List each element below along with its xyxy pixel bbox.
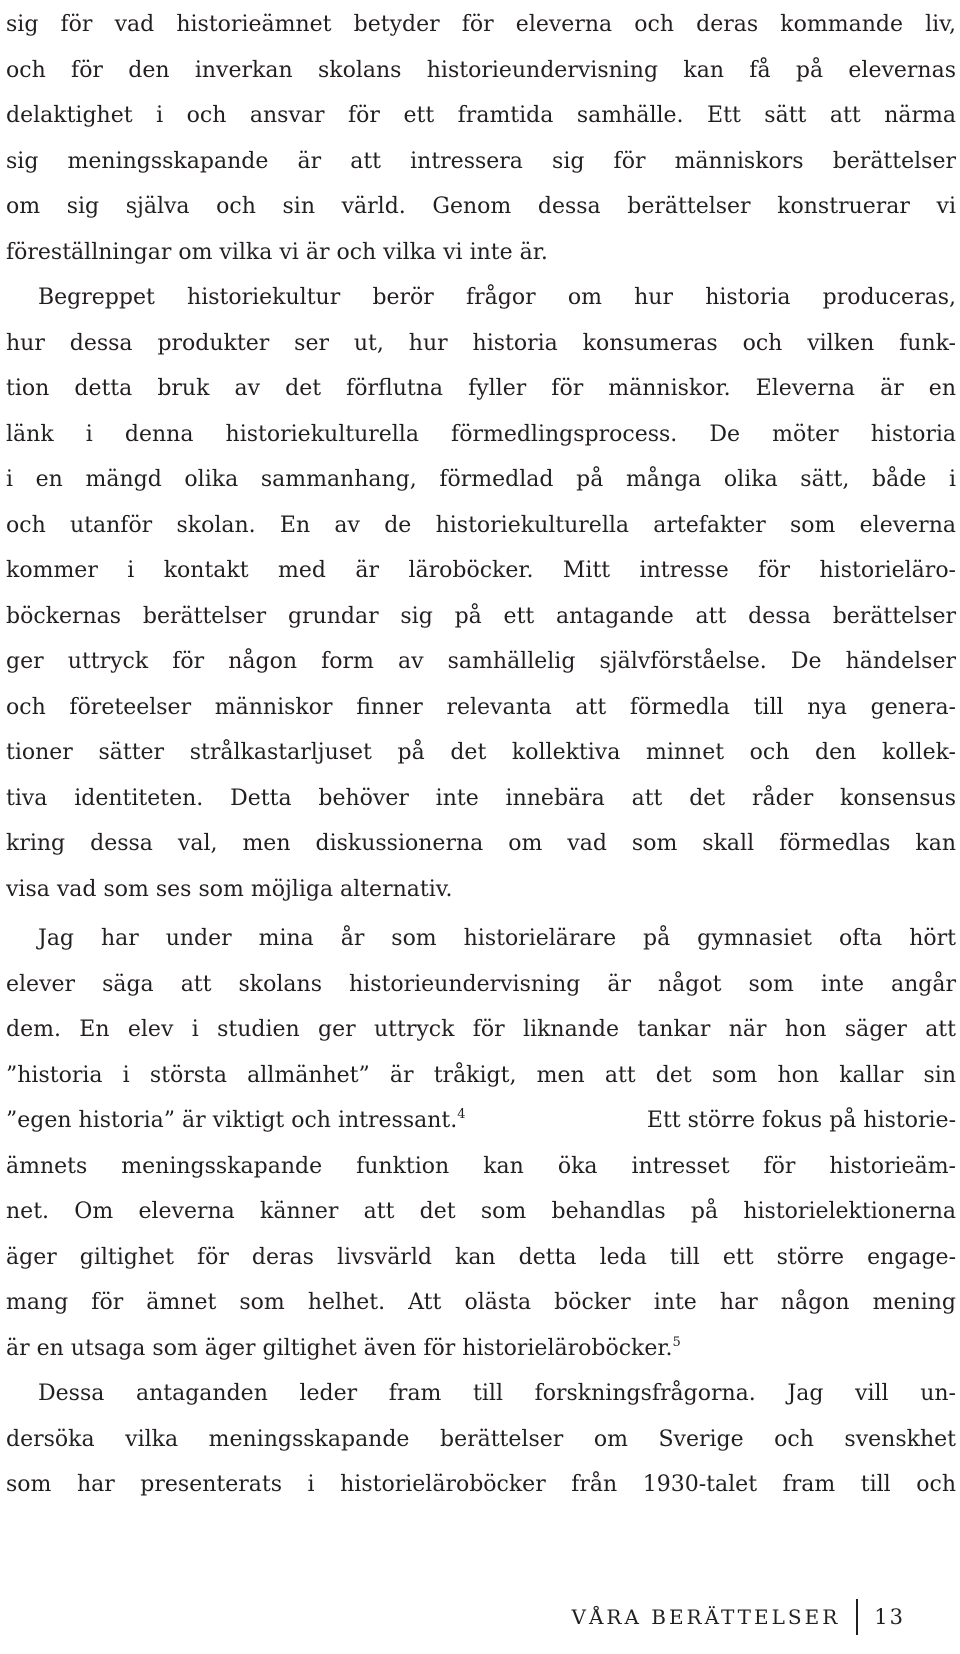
text-line: sig för vad historieämnet betyder för eleverna och deras kommande liv,: [6, 12, 956, 37]
footnote-marker: 4: [457, 1107, 466, 1122]
text-line: och utanför skolan. En av de historiekulturella artefakter som eleverna: [6, 512, 956, 538]
running-title: VÅRA BERÄTTELSER: [571, 1605, 841, 1629]
text-line: äger giltighet för deras livsvärld kan detta leda till ett större engage-: [6, 1244, 956, 1270]
text-line: Begreppet historiekultur berör frågor om hur historia produceras,: [38, 285, 956, 310]
text-line: dem. En elev i studien ger uttryck för liknande tankar när hon säger att: [6, 1017, 956, 1042]
paragraph-2: [6, 275, 956, 912]
text-line: som har presenterats i historieläroböcker från 1930-talet fram till och: [6, 1472, 956, 1497]
text-segment: Ett större fokus på historie-: [646, 1108, 956, 1133]
text-line: föreställningar om vilka vi är och vilka vi inte är.: [6, 239, 548, 265]
text-line: i en mängd olika sammanhang, förmedlad på många olika sätt, både i: [6, 467, 956, 492]
text-line: elever säga att skolans historieundervisning är något som inte angår: [6, 971, 956, 997]
text-line: och för den inverkan skolans historieundervisning kan få på elevernas: [6, 57, 956, 83]
footnote-marker: 5: [672, 1334, 681, 1350]
paragraph-1: [6, 2, 956, 275]
text-line: länk i denna historiekulturella förmedlingsprocess. De möter historia: [6, 421, 956, 447]
page-footer: [572, 1600, 905, 1634]
text-line: dersöka vilka meningsskapande berättelser om Sverige och svenskhet: [6, 1426, 956, 1452]
text-line: tioner sätter strålkastarljuset på det kollektiva minnet och den kollek-: [6, 740, 956, 765]
text-line: ger uttryck för någon form av samhällelig självförståelse. De händelser: [6, 649, 956, 674]
text-line: sig meningsskapande är att intressera sig för människors berättelser: [6, 148, 956, 174]
text-segment: ”egen historia” är viktigt och intressant.$^4$: [6, 1107, 466, 1133]
text-line: ”historia i största allmänhet” är tråkigt, men att det som hon kallar sin: [6, 1062, 956, 1088]
text-line: mang för ämnet som helhet. Att olästa böcker inte har någon mening: [6, 1290, 956, 1315]
text-line: kring dessa val, men diskussionerna om vad som skall förmedlas kan: [6, 831, 956, 856]
text-line: [6, 1098, 956, 1144]
text-line: böckernas berättelser grundar sig på ett antagande att dessa berättelser: [6, 603, 956, 629]
text-line: net. Om eleverna känner att det som behandlas på historielektionerna: [6, 1199, 956, 1224]
text-line: om sig själva och sin värld. Genom dessa berättelser konstruerar vi: [6, 194, 956, 219]
text-line: hur dessa produkter ser ut, hur historia konsumeras och vilken funk-: [6, 330, 956, 356]
text-line: ämnets meningsskapande funktion kan öka intresset för historieäm-: [6, 1153, 956, 1179]
text-line: tiva identiteten. Detta behöver inte innebära att det råder konsensus: [6, 785, 956, 811]
page-number: 13: [874, 1605, 905, 1629]
text-line: delaktighet i och ansvar för ett framtida samhälle. Ett sätt att närma: [6, 103, 956, 128]
paragraph-4: [6, 1371, 956, 1508]
paragraph-3: [6, 916, 956, 1371]
text-line: Dessa antaganden leder fram till forskningsfrågorna. Jag vill un-: [38, 1381, 956, 1406]
text-line: och företeelser människor finner relevanta att förmedla till nya genera-: [6, 694, 956, 720]
text-line: visa vad som ses som möjliga alternativ.: [6, 876, 453, 902]
body-text: [6, 2, 956, 1508]
text-line: Jag har under mina år som historielärare på gymnasiet ofta hört: [38, 926, 956, 951]
text-line: kommer i kontakt med är läroböcker. Mitt intresse för historielärо-: [6, 558, 956, 583]
text-line: är en utsaga som äger giltighet även för historieläroböcker.$^5$: [6, 1334, 681, 1361]
text-line: tion detta bruk av det förflutna fyller för människor. Eleverna är en: [6, 376, 956, 401]
